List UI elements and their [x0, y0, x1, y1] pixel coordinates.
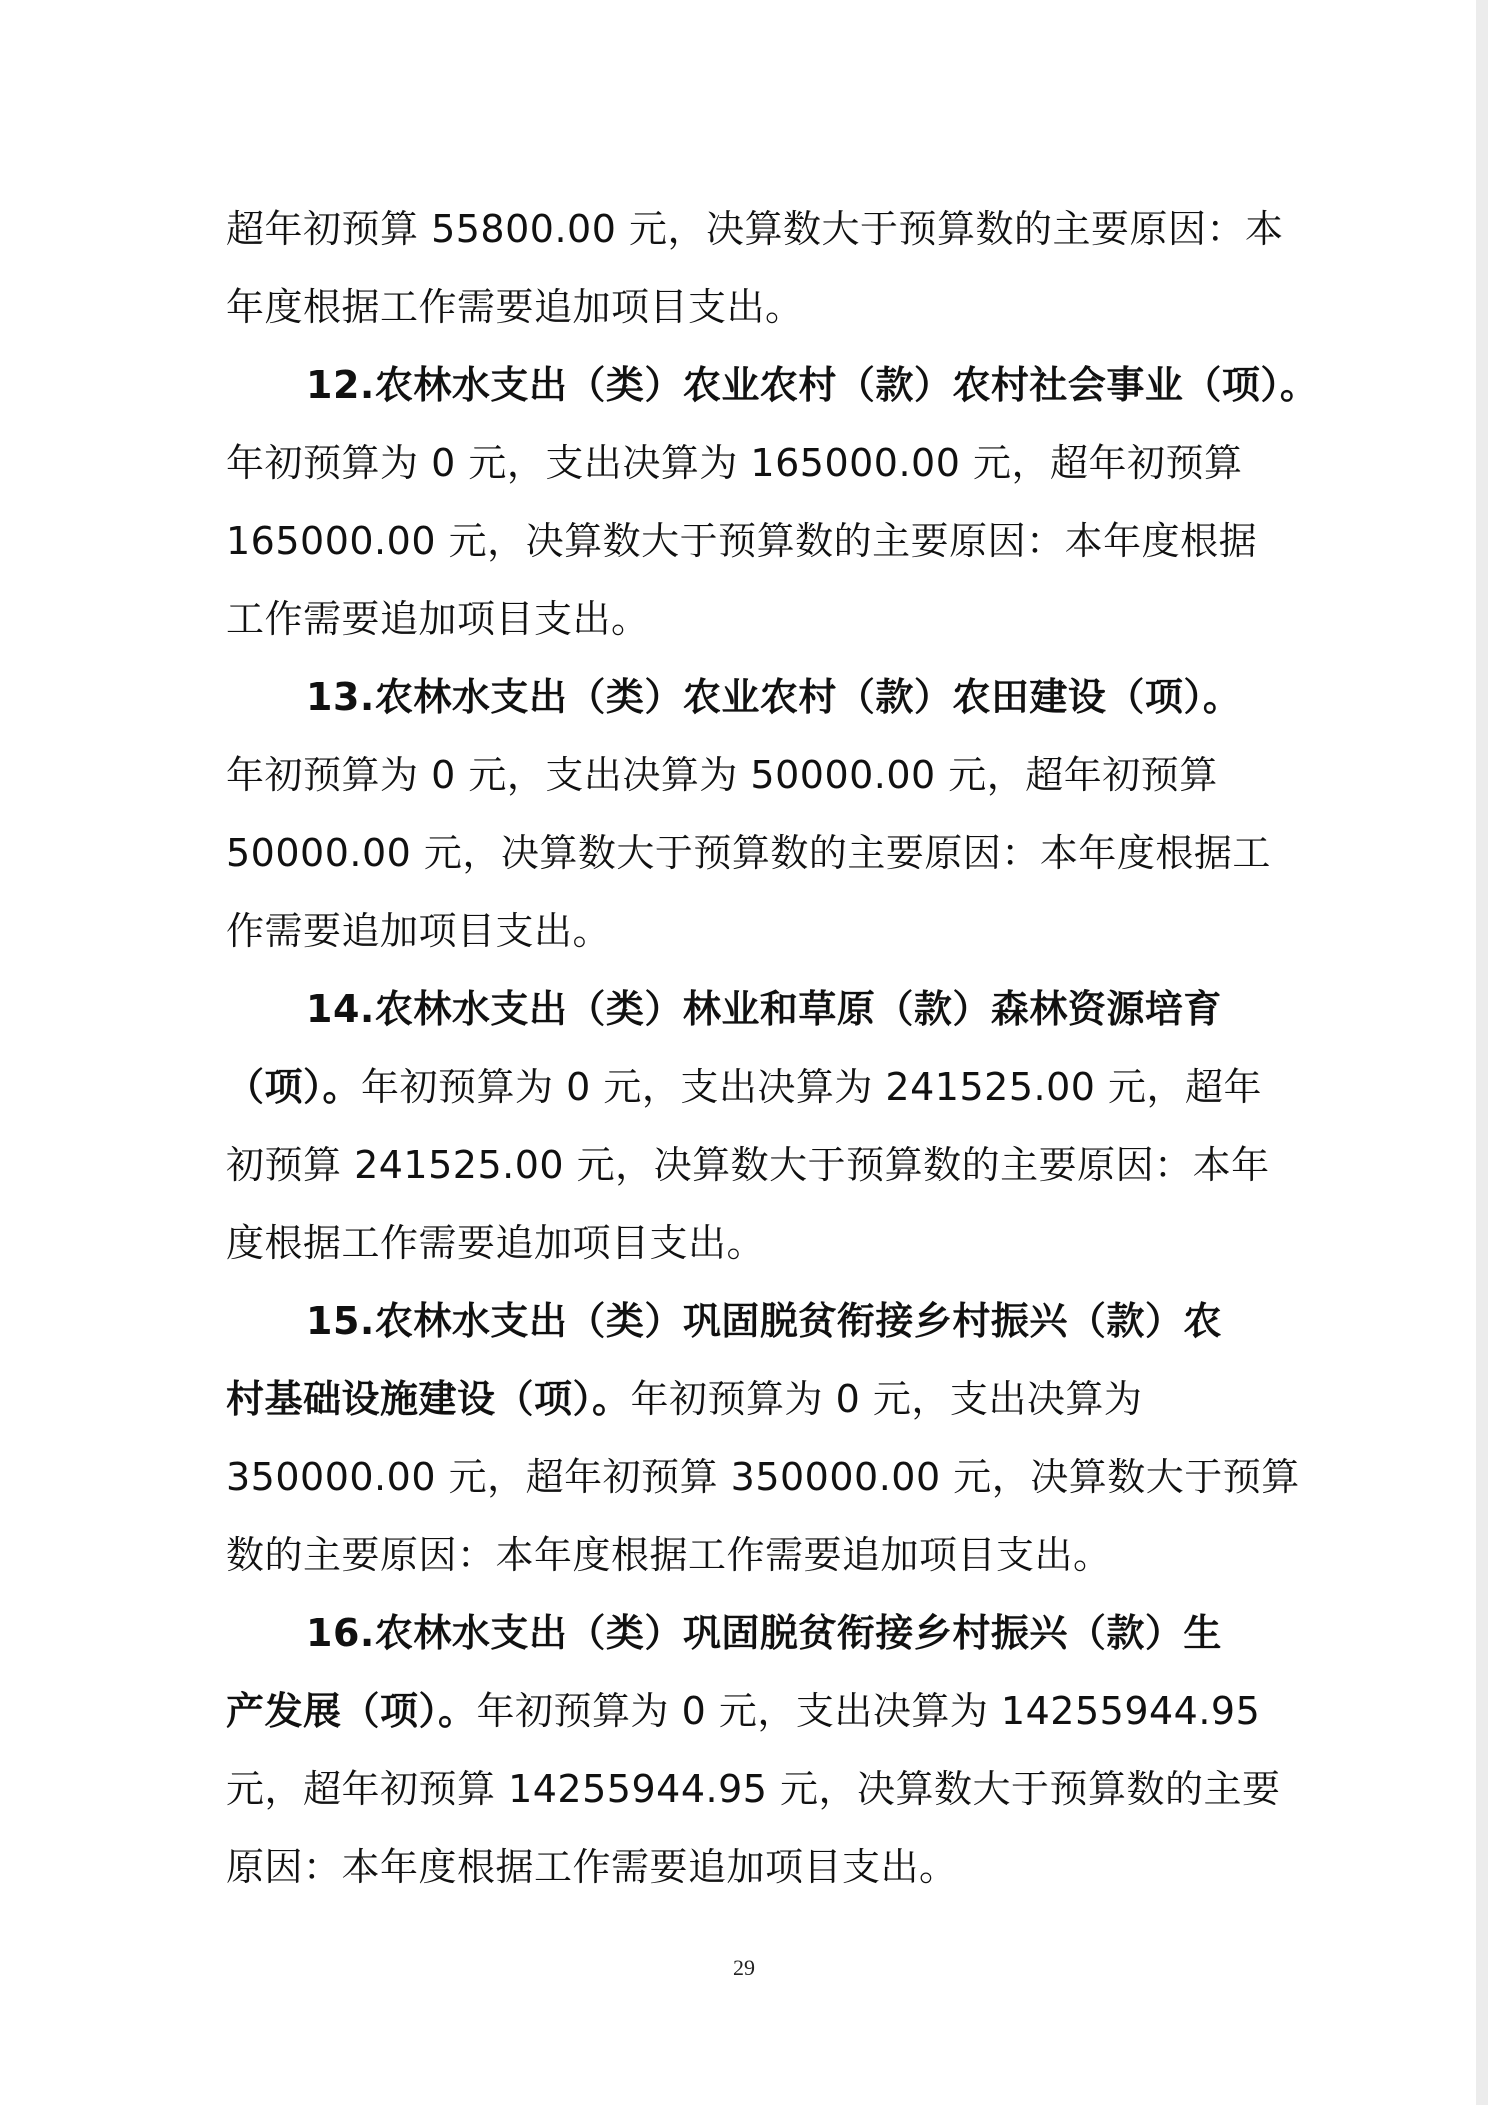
item-number: 14. — [306, 987, 375, 1031]
item-number: 12. — [306, 363, 375, 407]
text-line: 年度根据工作需要追加项目支出。 — [226, 285, 804, 329]
text-line — [226, 1360, 1266, 1438]
page-edge-shadow — [1476, 0, 1488, 2105]
item-number: 13. — [306, 675, 375, 719]
text-line: 作需要追加项目支出。 — [226, 909, 612, 953]
text-line: 超年初预算 55800.00 元，决算数大于预算数的主要原因：本 — [226, 207, 1284, 251]
item-text: 年初预算为 0 元，支出决算为 241525.00 元，超年 — [361, 1065, 1263, 1109]
item-text: 年初预算为 0 元，支出决算为 — [630, 1377, 1143, 1421]
item-title: 农林水支出（类）林业和草原（款）森林资源培育 — [374, 987, 1222, 1031]
item-number: 16. — [306, 1611, 375, 1655]
text-line: 年初预算为 0 元，支出决算为 165000.00 元，超年初预算 — [226, 441, 1243, 485]
item-15-heading — [226, 1282, 1266, 1360]
item-number: 15. — [306, 1299, 375, 1343]
item-13-heading — [226, 658, 1266, 736]
item-text: 年初预算为 0 元，支出决算为 14255944.95 — [476, 1689, 1261, 1733]
text-line: 165000.00 元，决算数大于预算数的主要原因：本年度根据 — [226, 519, 1258, 563]
item-title-continued: （项）。 — [226, 1065, 362, 1109]
text-line: 初预算 241525.00 元，决算数大于预算数的主要原因：本年 — [226, 1143, 1270, 1187]
document-page-body — [226, 190, 1319, 1906]
text-line — [226, 1672, 1266, 1750]
text-line: 度根据工作需要追加项目支出。 — [226, 1221, 766, 1265]
text-line: 350000.00 元，超年初预算 350000.00 元，决算数大于预算 — [226, 1455, 1300, 1499]
item-16-heading — [226, 1594, 1266, 1672]
text-line: 原因：本年度根据工作需要追加项目支出。 — [226, 1845, 958, 1889]
text-line: 元，超年初预算 14255944.95 元，决算数大于预算数的主要 — [226, 1767, 1281, 1811]
text-line: 年初预算为 0 元，支出决算为 50000.00 元，超年初预算 — [226, 753, 1218, 797]
page-number: 29 — [733, 1955, 755, 1980]
text-line: 50000.00 元，决算数大于预算数的主要原因：本年度根据工 — [226, 831, 1271, 875]
item-title: 农林水支出（类）巩固脱贫衔接乡村振兴（款）农 — [374, 1299, 1222, 1343]
item-14-heading — [226, 970, 1266, 1048]
item-12-heading — [226, 346, 1319, 424]
text-line: 数的主要原因：本年度根据工作需要追加项目支出。 — [226, 1533, 1112, 1577]
text-line — [226, 1048, 1266, 1126]
text-line: 工作需要追加项目支出。 — [226, 597, 650, 641]
item-title: 农林水支出（类）农业农村（款）农田建设（项）。 — [374, 675, 1242, 719]
item-title: 农林水支出（类）农业农村（款）农村社会事业（项）。 — [374, 363, 1319, 407]
item-title-continued: 产发展（项）。 — [226, 1689, 477, 1733]
item-title: 农林水支出（类）巩固脱贫衔接乡村振兴（款）生 — [374, 1611, 1222, 1655]
item-title-continued: 村基础设施建设（项）。 — [226, 1377, 631, 1421]
